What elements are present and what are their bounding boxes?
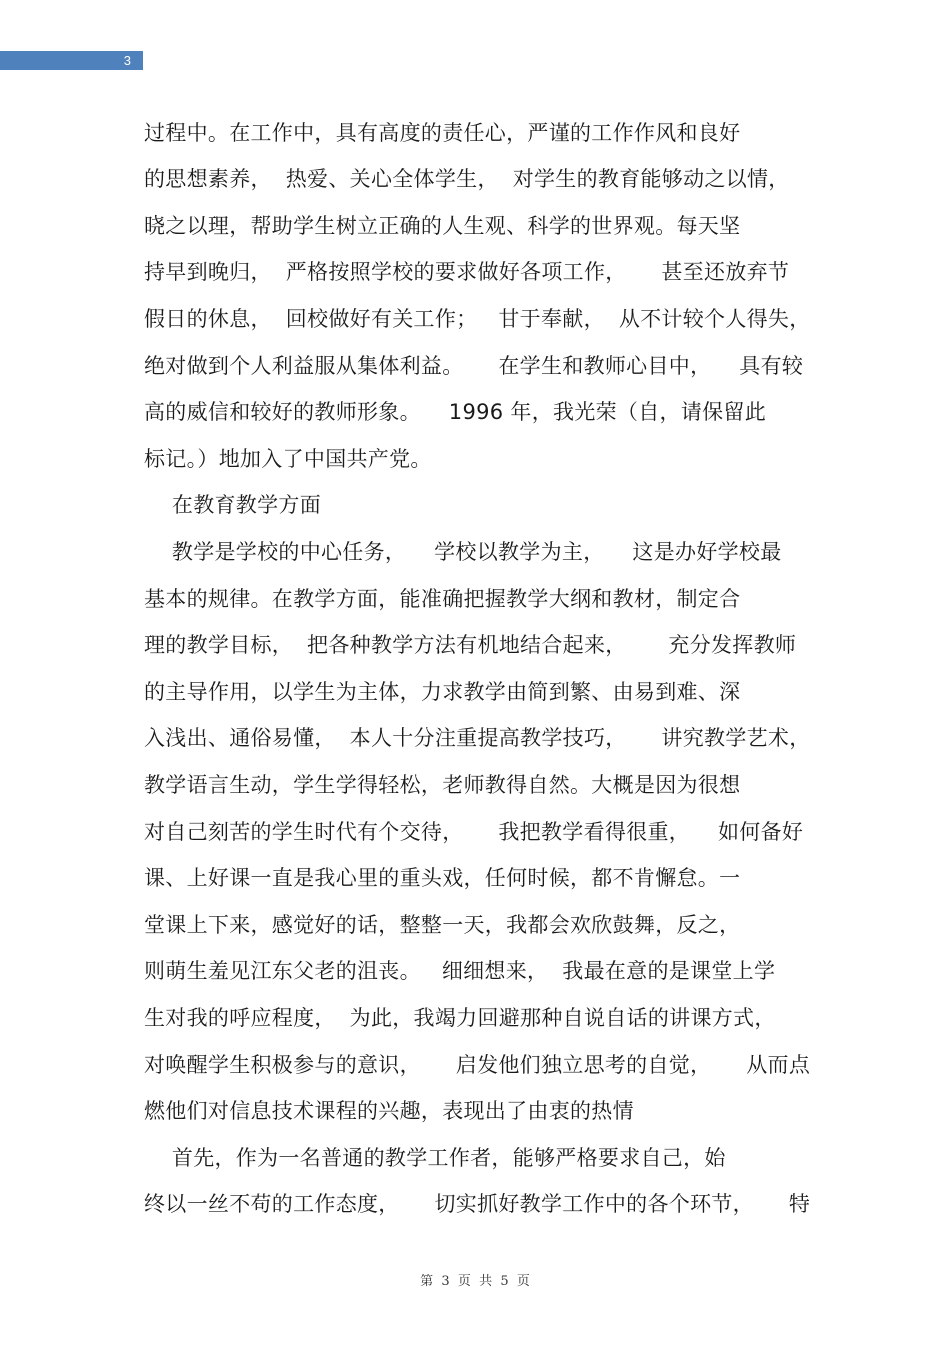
text-line: 入浅出、通俗易懂， 本人十分注重提高教学技巧， 讲究教学艺术， — [144, 726, 811, 750]
page-footer: 第 3 页 共 5 页 — [420, 1274, 530, 1289]
text-line: 堂课上下来，感觉好的话，整整一天，我都会欢欣鼓舞，反之， — [144, 913, 741, 937]
text-line: 基本的规律。在教学方面，能准确把握教学大纲和教材，制定合 — [144, 587, 741, 611]
text-line: 终以一丝不苟的工作态度， 切实抓好教学工作中的各个环节， 特 — [144, 1192, 811, 1216]
text-line: 晓之以理，帮助学生树立正确的人生观、科学的世界观。每天坚 — [144, 214, 741, 238]
text-line: 教学语言生动，学生学得轻松，老师教得自然。大概是因为很想 — [144, 773, 741, 797]
text-line: 则萌生羞见江东父老的沮丧。 细细想来， 我最在意的是课堂上学 — [144, 959, 776, 983]
text-line: 假日的休息， 回校做好有关工作； 甘于奉献， 从不计较个人得失， — [144, 307, 811, 331]
text-line: 对唤醒学生积极参与的意识， 启发他们独立思考的自觉， 从而点 — [144, 1053, 811, 1077]
text-line: 首先，作为一名普通的教学工作者，能够严格要求自己，始 — [144, 1146, 726, 1170]
text-line: 高的威信和较好的教师形象。 1996 年，我光荣（自，请保留此 — [144, 400, 767, 424]
text-line: 对自己刻苦的学生时代有个交待， 我把教学看得很重， 如何备好 — [144, 820, 804, 844]
text-line: 理的教学目标， 把各种教学方法有机地结合起来， 充分发挥教师 — [144, 633, 797, 657]
text-line: 绝对做到个人利益服从集体利益。 在学生和教师心目中， 具有较 — [144, 354, 804, 378]
section-heading: 在教育教学方面 — [144, 493, 322, 517]
text-line: 标记。）地加入了中国共产党。 — [144, 447, 432, 471]
text-line: 过程中。在工作中，具有高度的责任心，严谨的工作作风和良好 — [144, 121, 741, 145]
text-line: 燃他们对信息技术课程的兴趣，表现出了由衷的热情 — [144, 1099, 634, 1123]
page-number-tab — [0, 51, 143, 70]
text-line: 持早到晚归， 严格按照学校的要求做好各项工作， 甚至还放弃节 — [144, 260, 790, 284]
text-line: 的主导作用，以学生为主体，力求教学由简到繁、由易到难、深 — [144, 680, 741, 704]
page-tab-number: 3 — [123, 53, 131, 68]
text-line: 生对我的呼应程度， 为此，我竭力回避那种自说自话的讲课方式， — [144, 1006, 776, 1030]
text-line: 课、上好课一直是我心里的重头戏，任何时候，都不肯懈怠。一 — [144, 866, 741, 890]
text-line: 的思想素养， 热爱、关心全体学生， 对学生的教育能够动之以情， — [144, 167, 790, 191]
text-line: 教学是学校的中心任务， 学校以教学为主， 这是办好学校最 — [144, 540, 782, 564]
